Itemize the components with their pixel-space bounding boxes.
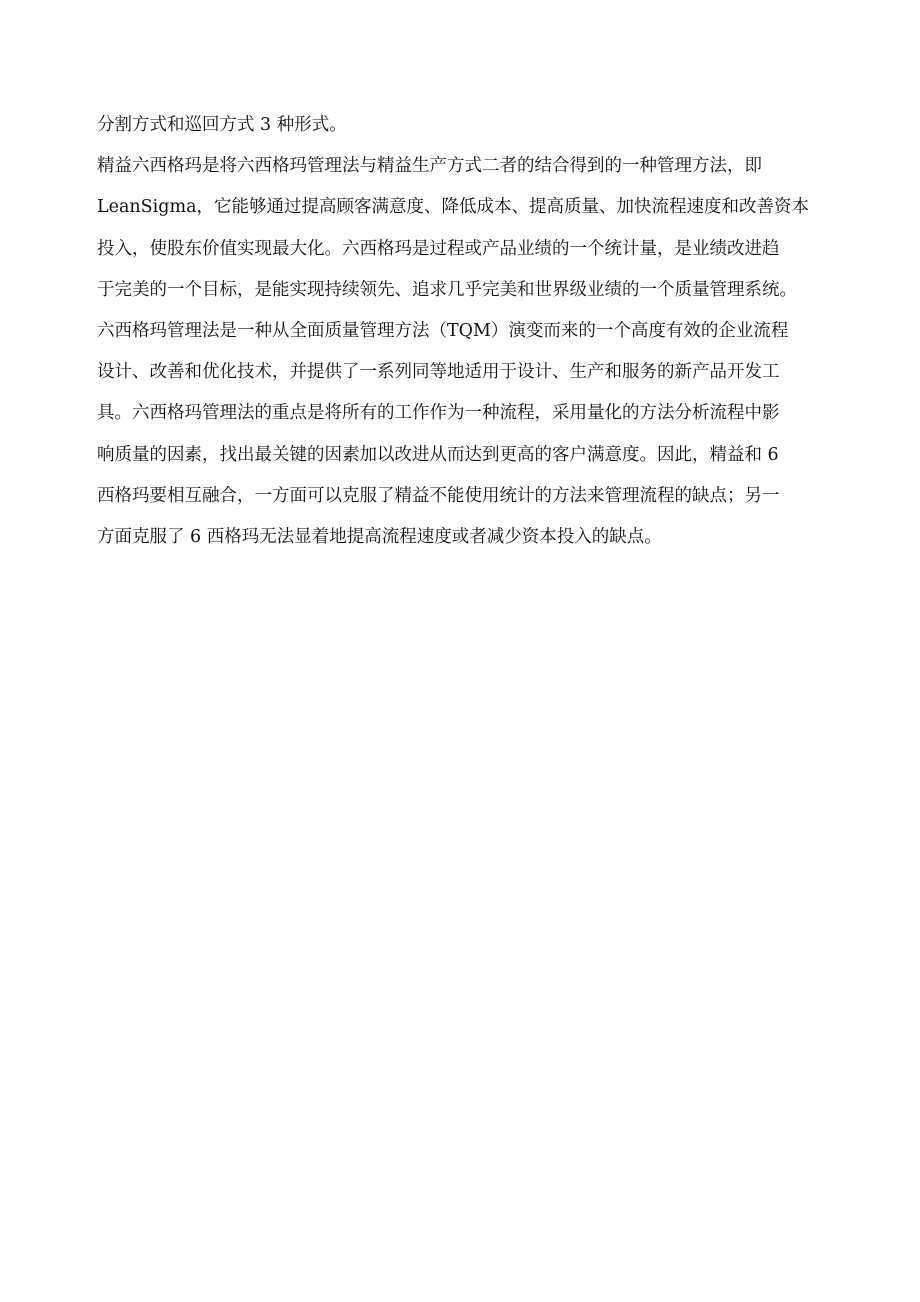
text-line: 六西格玛管理法是一种从全面质量管理方法（TQM）演变而来的一个高度有效的企业流程 bbox=[97, 320, 789, 341]
text-line: 投入，使股东价值实现最大化。六西格玛是过程或产品业绩的一个统计量，是业绩改进趋 bbox=[97, 238, 780, 259]
text-line: 于完美的一个目标，是能实现持续领先、追求几乎完美和世界级业绩的一个质量管理系统。 bbox=[97, 279, 797, 300]
text-line: LeanSigma，它能够通过提高顾客满意度、降低成本、提高质量、加快流程速度和改善资本 bbox=[97, 197, 809, 218]
text-line: 方面克服了 6 西格玛无法显着地提高流程速度或者减少资本投入的缺点。 bbox=[97, 526, 662, 547]
text-line: 响质量的因素，找出最关键的因素加以改进从而达到更高的客户满意度。因此，精益和 6 bbox=[97, 444, 779, 465]
text-line: 具。六西格玛管理法的重点是将所有的工作作为一种流程，采用量化的方法分析流程中影 bbox=[97, 403, 780, 424]
text-line: 分割方式和巡回方式 3 种形式。 bbox=[97, 115, 347, 135]
text-line: 设计、改善和优化技术，并提供了一系列同等地适用于设计、生产和服务的新产品开发工 bbox=[97, 362, 780, 383]
text-line: 西格玛要相互融合，一方面可以克服了精益不能使用统计的方法来管理流程的缺点；另一 bbox=[97, 485, 780, 506]
body-text bbox=[97, 105, 837, 558]
text-line: 精益六西格玛是将六西格玛管理法与精益生产方式二者的结合得到的一种管理方法，即 bbox=[97, 156, 762, 177]
